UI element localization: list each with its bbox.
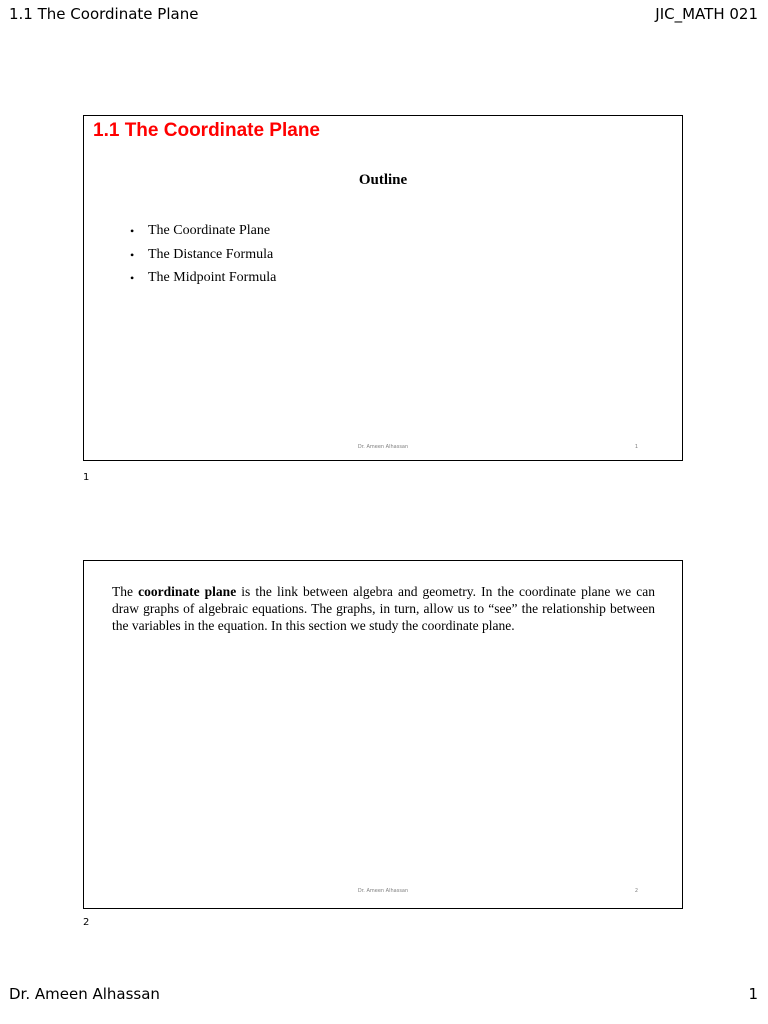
- paragraph-text-rest: is the link between algebra and geometry. In the coordinate plane we can draw graphs of algebraic equations. The graphs, in turn, allow us to “see” the relationship between the variables in the equation. In this section we study the coordinate plane.: [112, 584, 655, 633]
- bullet-icon: •: [130, 271, 135, 285]
- list-item: [130, 222, 276, 246]
- paragraph-bold-term: coordinate plane: [138, 584, 237, 599]
- list-item-label: The Distance Formula: [148, 246, 274, 262]
- outline-heading: Outline: [358, 172, 408, 188]
- slide-2: [83, 560, 683, 909]
- slide-footer-number: 2: [634, 888, 638, 894]
- list-item-label: The Midpoint Formula: [148, 270, 277, 285]
- slide-footer-author: Dr. Ameen Alhassan: [357, 888, 409, 894]
- page-header-title: 1.1 The Coordinate Plane: [9, 5, 199, 23]
- page-footer-author: Dr. Ameen Alhassan: [9, 985, 160, 1003]
- list-item: [130, 269, 276, 293]
- slide-paragraph: [112, 583, 655, 634]
- paragraph-text-start: The: [112, 584, 139, 599]
- bullet-icon: •: [130, 247, 135, 262]
- slide-title: 1.1 The Coordinate Plane: [93, 120, 320, 141]
- bullet-icon: •: [130, 224, 135, 238]
- outline-list: [130, 222, 276, 293]
- slide-number-label: 2: [83, 917, 90, 928]
- slide-1: [83, 115, 683, 461]
- page-header-course: JIC_MATH 021: [655, 5, 758, 23]
- slide-number-label: 1: [83, 472, 90, 483]
- list-item: [130, 246, 276, 270]
- slide-footer-author: Dr. Ameen Alhassan: [357, 444, 409, 450]
- list-item-label: The Coordinate Plane: [148, 223, 271, 238]
- page-footer-number: 1: [748, 985, 758, 1003]
- slide-footer-number: 1: [634, 444, 638, 450]
